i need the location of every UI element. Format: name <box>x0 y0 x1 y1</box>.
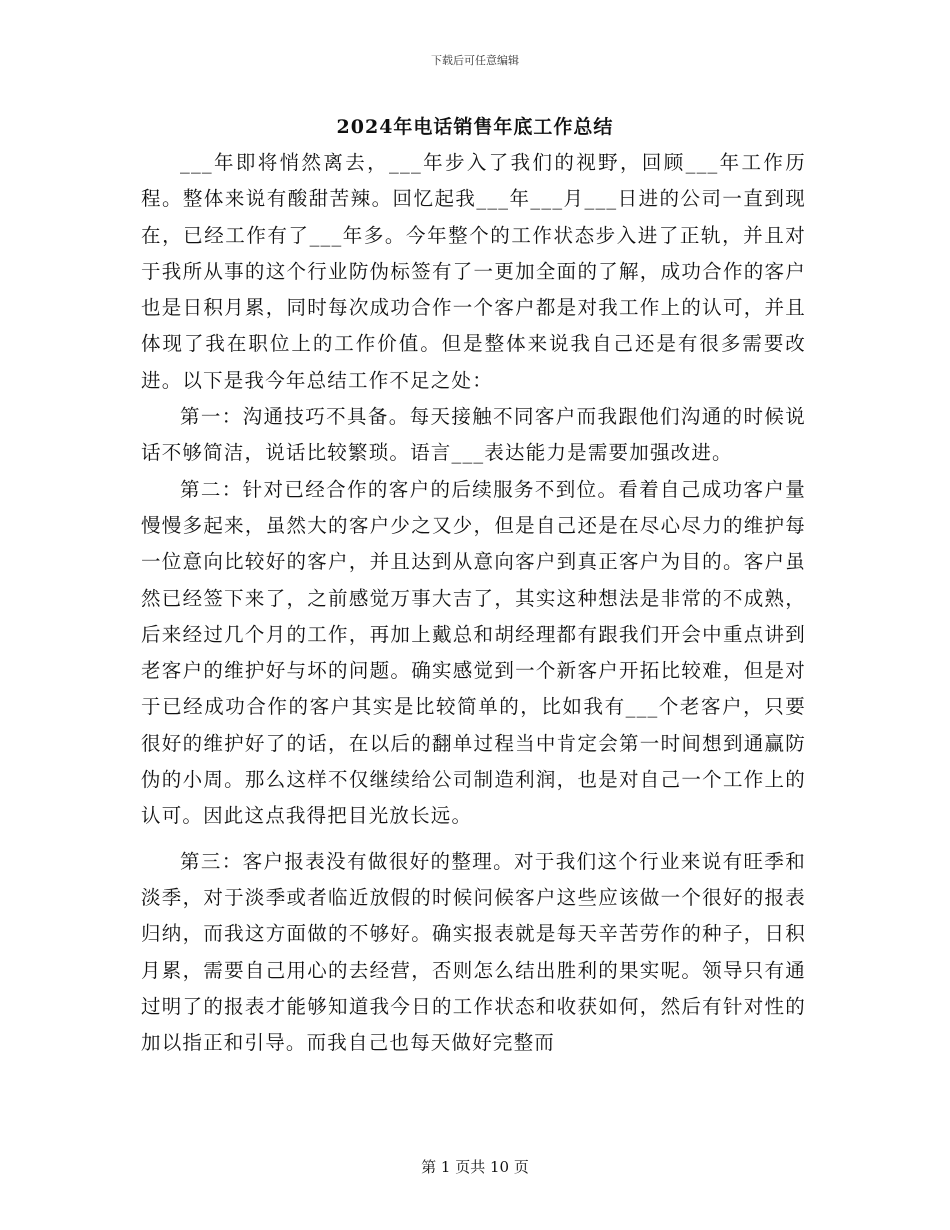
page-footer: 第 1 页共 10 页 <box>421 1158 529 1176</box>
paragraph-point-2: 第二：针对已经合作的客户的后续服务不到位。看着自己成功客户量慢慢多起来，虽然大的客户少之又少，但是自己还是在尽心尽力的维护每一位意向比较好的客户，并且达到从意向客户到真正客户为目的。客户虽然已经签下来了，之前感觉万事大吉了，其实这种想法是非常的不成熟，后来经过几个月的工作，再加上戴总和胡经理都有跟我们开会中重点讲到老客户的维护好与坏的问题。确实感觉到一个新客户开拓比较难，但是对于已经成功合作的客户其实是比较简单的，比如我有___个老客户，只要很好的维护好了的话，在以后的翻单过程当中肯定会第一时间想到通赢防伪的小周。那么这样不仅继续给公司制造利润，也是对自己一个工作上的认可。因此这点我得把目光放长远。 <box>141 477 806 828</box>
paragraph-point-1: 第一：沟通技巧不具备。每天接触不同客户而我跟他们沟通的时候说话不够简洁，说话比较繁琐。语言___表达能力是需要加强改进。 <box>141 405 806 465</box>
paragraph-intro: ___年即将悄然离去，___年步入了我们的视野，回顾___年工作历程。整体来说有酸甜苦辣。回忆起我___年___月___日进的公司一直到现在，已经工作有了___年多。今年整个的工作状态步入进了正轨，并且对于我所从事的这个行业防伪标签有了一更加全面的了解，成功合作的客户也是日积月累，同时每次成功合作一个客户都是对我工作上的认可，并且体现了我在职位上的工作价值。但是整体来说我自己还是有很多需要改进。以下是我今年总结工作不足之处： <box>141 151 806 392</box>
header-note: 下载后可任意编辑 <box>431 54 519 67</box>
document-body <box>141 145 806 1061</box>
document-title: 2024年电话销售年底工作总结 <box>336 116 614 138</box>
paragraph-point-3: 第三：客户报表没有做很好的整理。对于我们这个行业来说有旺季和淡季，对于淡季或者临近放假的时候问候客户这些应该做一个很好的报表归纳，而我这方面做的不够好。确实报表就是每天辛苦劳作的种子，日积月累，需要自己用心的去经营，否则怎么结出胜利的果实呢。领导只有通过明了的报表才能够知道我今日的工作状态和收获如何，然后有针对性的加以指正和引导。而我自己也每天做好完整而 <box>141 849 806 1055</box>
